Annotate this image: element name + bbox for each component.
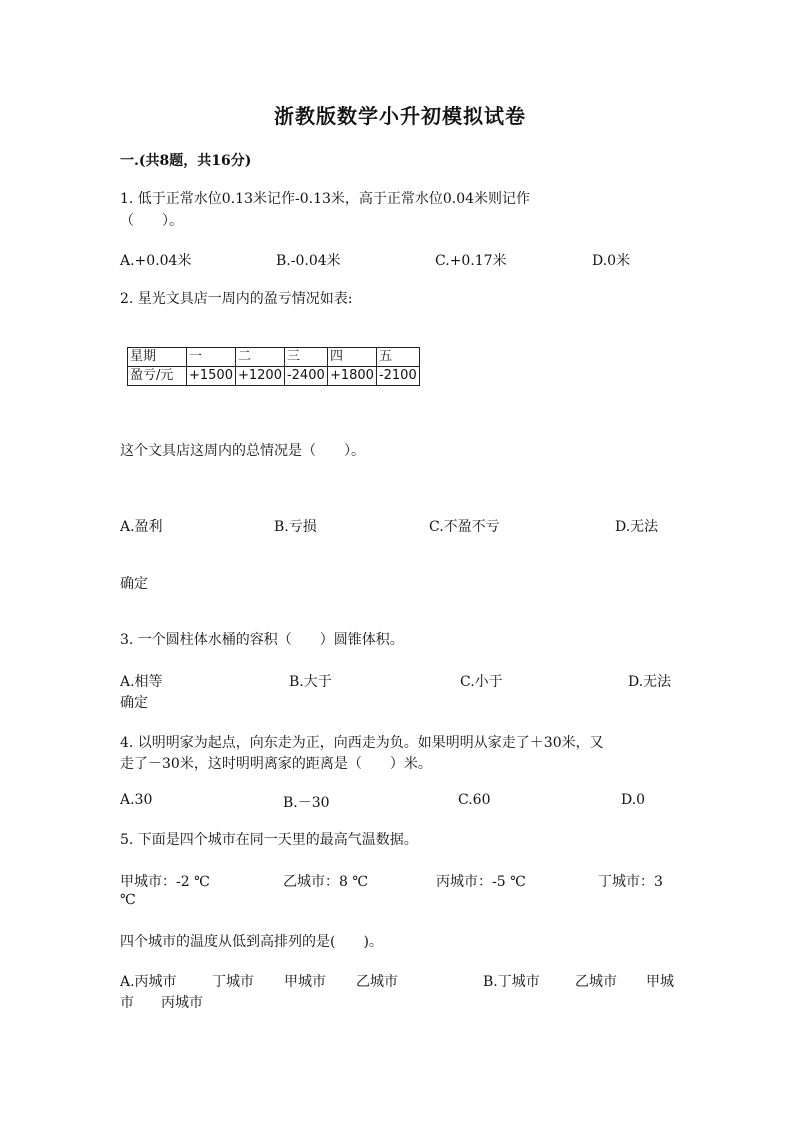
question-1-stem: 1. 低于正常水位0.13米记作-0.13米，高于正常水位0.04米则记作	[120, 191, 531, 207]
table-cell: +1800	[327, 367, 376, 386]
question-5-option-a-item: 丁城市	[212, 974, 254, 990]
question-5-option-a-item: 乙城市	[356, 974, 398, 990]
question-4-stem-cont: 走了－30米，这时明明离家的距离是（ ）米。	[120, 756, 432, 772]
question-5-option-b-cont: 丙城市	[161, 995, 203, 1011]
question-1-option-c: C.+0.17米	[435, 253, 507, 269]
question-5-stem: 5. 下面是四个城市在同一天里的最高气温数据。	[120, 832, 418, 848]
question-2-stem: 2. 星光文具店一周内的盈亏情况如表:	[120, 291, 353, 307]
table-cell: 一	[187, 348, 236, 367]
table-cell: +1500	[187, 367, 236, 386]
question-5-option-a-item: 甲城市	[284, 974, 326, 990]
question-4-option-d: D.0	[621, 792, 646, 808]
table-cell: -2100	[376, 367, 419, 386]
temp-city-ding: 丁城市：3	[598, 874, 663, 890]
table-row	[128, 367, 420, 386]
question-2-option-b: B.亏损	[274, 519, 317, 535]
question-3-option-b: B.大于	[289, 674, 332, 690]
question-3-option-d-cont: 确定	[120, 695, 148, 711]
question-5-question: 四个城市的温度从低到高排列的是( )。	[120, 934, 383, 950]
question-4-option-a: A.30	[120, 792, 153, 808]
question-2-option-c: C.不盈不亏	[429, 519, 500, 535]
table-cell: 四	[327, 348, 376, 367]
question-4-option-c: C.60	[458, 792, 491, 808]
question-3-stem: 3. 一个圆柱体水桶的容积（ ）圆锥体积。	[120, 632, 404, 648]
table-cell: 星期	[128, 348, 187, 367]
table-cell: 盈亏/元	[128, 367, 187, 386]
question-5-option-b-cont: 市	[120, 995, 134, 1011]
temp-city-jia: 甲城市：-2 ℃	[120, 874, 210, 890]
table-cell: +1200	[235, 367, 284, 386]
question-5-option-b-item: 甲城	[646, 974, 674, 990]
question-5-option-a: A.丙城市	[120, 974, 177, 990]
question-3-option-d: D.无法	[628, 674, 672, 690]
table-cell: -2400	[284, 367, 327, 386]
temp-city-bing: 丙城市：-5 ℃	[436, 874, 526, 890]
question-2-option-a: A.盈利	[120, 519, 163, 535]
table-cell: 二	[235, 348, 284, 367]
section-heading: 一.(共8题，共16分)	[120, 153, 252, 169]
question-5-option-b-item: 乙城市	[575, 974, 617, 990]
question-4-option-b: B.－30	[283, 795, 330, 811]
question-2-option-d: D.无法	[615, 519, 659, 535]
temp-city-yi: 乙城市：8 ℃	[283, 874, 369, 890]
question-1-stem-cont: （ ）。	[120, 213, 183, 229]
question-5-option-b: B.丁城市	[483, 974, 540, 990]
table-cell: 五	[376, 348, 419, 367]
question-3-option-a: A.相等	[120, 674, 163, 690]
table-header-row	[128, 348, 420, 367]
question-4-stem: 4. 以明明家为起点，向东走为正，向西走为负。如果明明从家走了＋30米，又	[120, 735, 604, 751]
page-title: 浙教版数学小升初模拟试卷	[274, 104, 526, 128]
temp-city-ding-cont: ℃	[120, 892, 136, 908]
profit-loss-table	[127, 347, 420, 386]
question-1-option-a: A.+0.04米	[120, 253, 192, 269]
table-cell: 三	[284, 348, 327, 367]
question-1-option-d: D.0米	[592, 253, 631, 269]
question-1-option-b: B.-0.04米	[276, 253, 341, 269]
question-3-option-c: C.小于	[460, 674, 503, 690]
question-2-option-d-cont: 确定	[120, 576, 148, 592]
question-2-question: 这个文具店这周内的总情况是（ ）。	[120, 443, 365, 459]
